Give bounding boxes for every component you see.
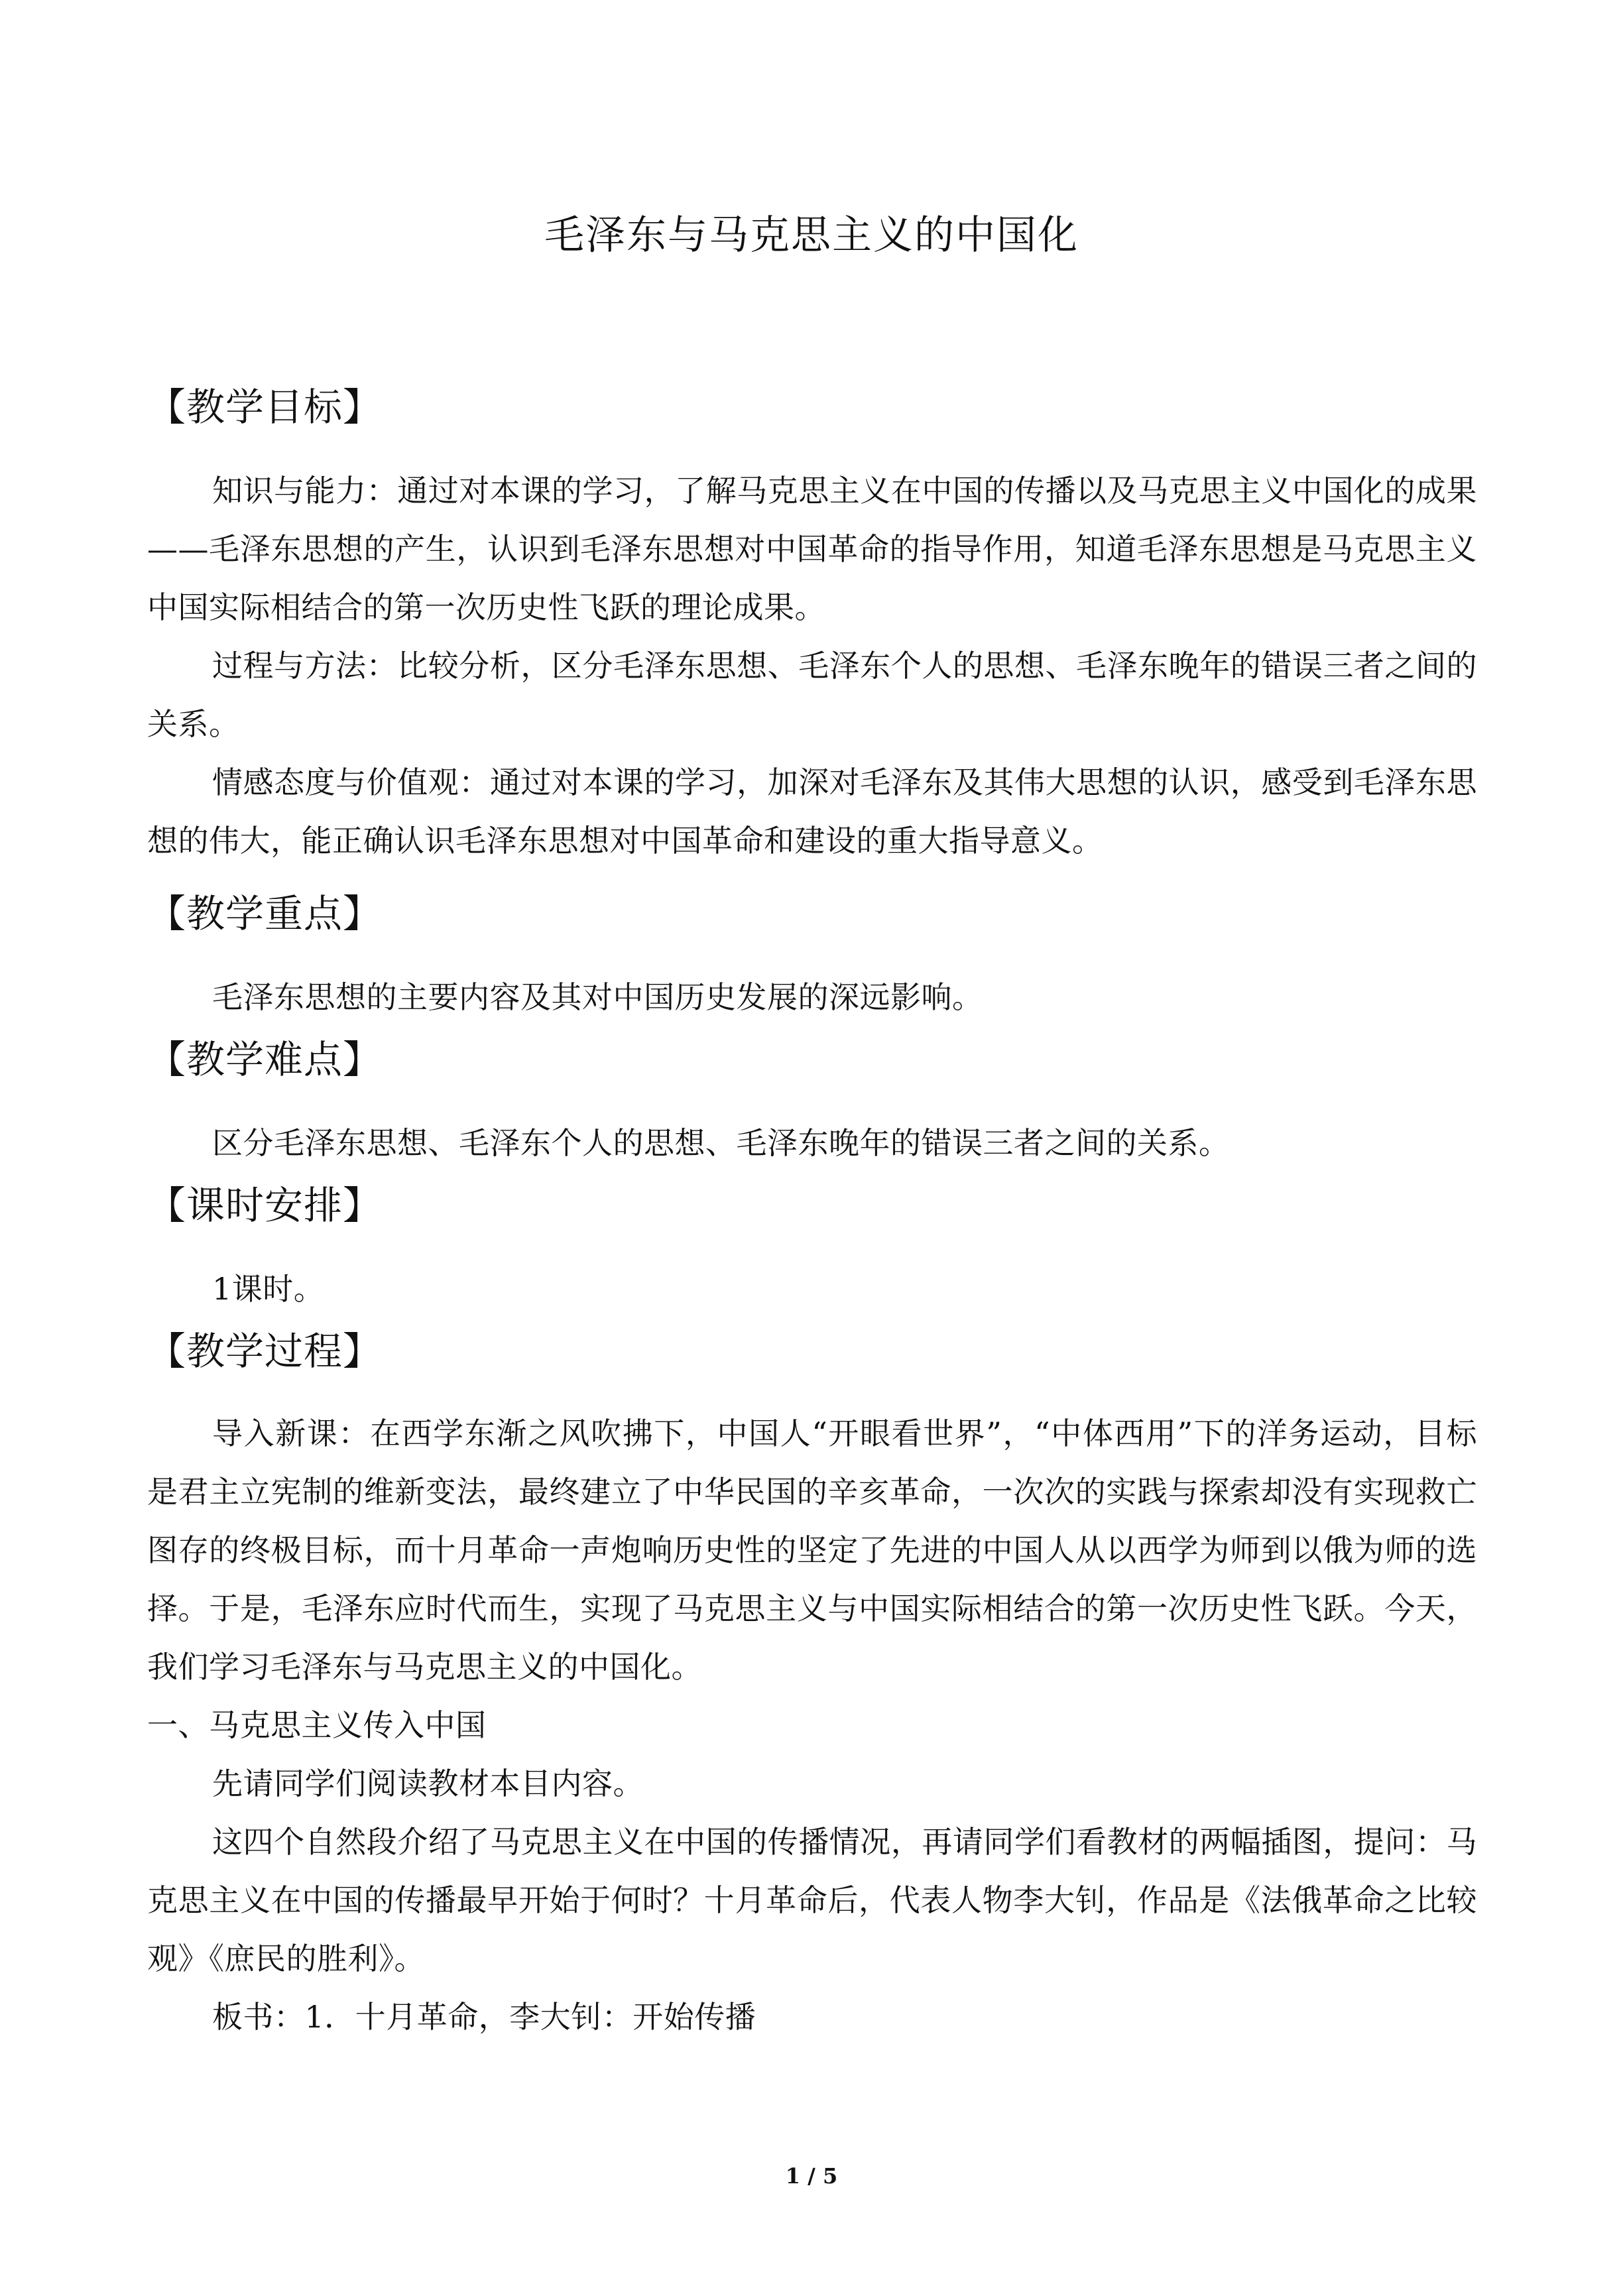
heading-objectives: 【教学目标】	[147, 385, 383, 430]
objectives-emotion-paragraph: 情感态度与价值观：通过对本课的学习，加深对毛泽东及其伟大思想的认识，感受到毛泽东思想的伟大，能正确认识毛泽东思想对中国革命和建设的重大指导意义。	[147, 764, 1477, 859]
process-blackboard-paragraph: 板书：1．十月革命，李大钊：开始传播	[212, 1999, 756, 2035]
document-title: 毛泽东与马克思主义的中国化	[544, 212, 1079, 259]
page-number: 1 / 5	[785, 2163, 838, 2189]
process-subheading-1: 一、马克思主义传入中国	[147, 1707, 487, 1743]
process-question-paragraph: 这四个自然段介绍了马克思主义在中国的传播情况，再请同学们看教材的两幅插图，提问：马克思主义在中国的传播最早开始于何时？十月革命后，代表人物李大钊，作品是《法俄革命之比较观》《庶民的胜利》。	[147, 1824, 1477, 1976]
schedule-paragraph: 1课时。	[212, 1271, 325, 1307]
heading-difficulties: 【教学难点】	[147, 1037, 383, 1082]
process-intro-paragraph: 导入新课：在西学东渐之风吹拂下，中国人“开眼看世界”，“中体西用”下的洋务运动，目标是君主立宪制的维新变法，最终建立了中华民国的辛亥革命，一次次的实践与探索却没有实现救亡图存的终极目标，而十月革命一声炮响历史性的坚定了先进的中国人从以西学为师到以俄为师的选择。于是，毛泽东应时代而生，实现了马克思主义与中国实际相结合的第一次历史性飞跃。今天，我们学习毛泽东与马克思主义的中国化。	[147, 1416, 1477, 1685]
objectives-knowledge-paragraph: 知识与能力：通过对本课的学习，了解马克思主义在中国的传播以及马克思主义中国化的成果——毛泽东思想的产生，认识到毛泽东思想对中国革命的指导作用，知道毛泽东思想是马克思主义中国实际相结合的第一次历史性飞跃的理论成果。	[147, 473, 1477, 625]
difficulties-paragraph: 区分毛泽东思想、毛泽东个人的思想、毛泽东晚年的错误三者之间的关系。	[212, 1125, 1230, 1161]
heading-schedule: 【课时安排】	[147, 1183, 383, 1228]
heading-keypoints: 【教学重点】	[147, 891, 383, 936]
process-reading-paragraph: 先请同学们阅读教材本目内容。	[212, 1766, 644, 1801]
objectives-process-paragraph: 过程与方法：比较分析，区分毛泽东思想、毛泽东个人的思想、毛泽东晚年的错误三者之间的关系。	[147, 648, 1477, 742]
heading-process: 【教学过程】	[147, 1329, 383, 1374]
keypoints-paragraph: 毛泽东思想的主要内容及其对中国历史发展的深远影响。	[212, 979, 983, 1015]
